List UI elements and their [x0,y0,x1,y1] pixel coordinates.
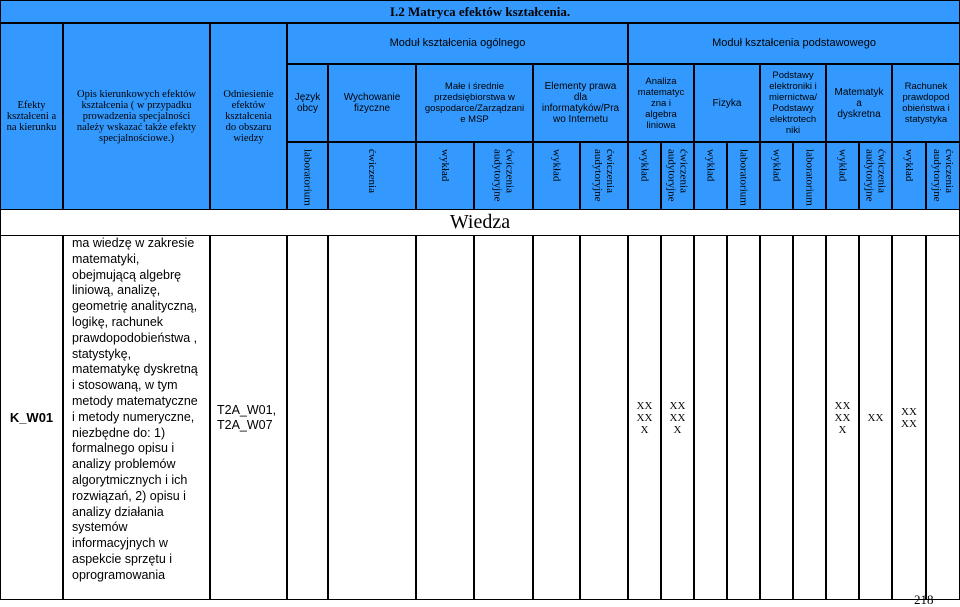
module-name: Wychowanie fizyczne [343,92,401,114]
row-reference-text: T2A_W01, T2A_W07 [217,402,277,432]
header-efekty [0,23,63,210]
mark-cell [826,236,859,600]
form-dyskretna-cwiczenia [859,142,892,210]
mark-cell [892,236,926,600]
module-name: Rachunek prawdopod obieństwa i statystyka [902,81,950,125]
group-basic [628,23,960,64]
header-odniesienie-text: Odniesienie efektów kształcenia do obszaru wiedzy [223,89,274,144]
form-rachunek-wyklad [892,142,926,210]
row-description [63,236,210,600]
module-name: Podstawy elektroniki i miernictwa/ Podstawy elektrotech niki [768,70,818,136]
form-label: wykład [550,149,563,182]
mark-cell [661,236,694,600]
module-msp [416,64,533,142]
row-code [0,236,63,600]
form-label: ćwiczenia audytoryjne [592,149,616,202]
module-prawo [533,64,628,142]
form-label: ćwiczenia audytoryjne [863,149,888,202]
mark-cell [859,236,892,600]
module-name: Małe i średnie przedsiębiorstwa w gospodarce/Zarządzani e MSP [424,81,525,125]
module-matematyka-dyskretna [826,64,892,142]
page-title-text: I.2 Matryca efektów kształcenia. [389,3,571,19]
mark-cell [474,236,533,600]
form-msp-cwiczenia [474,142,533,210]
mark-value: XX XX X [636,399,653,436]
mark-cell [580,236,628,600]
module-elektronika [760,64,826,142]
module-wychowanie-fizyczne [328,64,416,142]
form-fizyka-wyklad [694,142,727,210]
form-label: ćwiczenia audytoryjne [665,149,690,202]
module-name: Analiza matematyc zna i algebra liniowa [637,75,685,131]
row-reference [210,236,287,600]
module-name: Język obcy [294,92,321,114]
form-wf-cwiczenia [328,142,416,210]
form-jezyk-laboratorium [287,142,328,210]
group-general [287,23,628,64]
page-number [914,593,934,606]
section-wiedza [0,210,960,236]
form-rachunek-cwiczenia [926,142,960,210]
mark-value: XX XX X [834,399,851,436]
mark-cell [533,236,580,600]
form-label: wykład [439,149,451,182]
page-number-text: 218 [914,592,934,607]
form-dyskretna-wyklad [826,142,859,210]
mark-cell [628,236,661,600]
mark-cell [793,236,826,600]
mark-cell [926,236,960,600]
header-efekty-text: Efekty kształceni a na kierunku [6,100,57,133]
form-analiza-cwiczenia [661,142,694,210]
form-label: ćwiczenia audytoryjne [491,149,516,202]
header-opis-text: Opis kierunkowych efektów kształcenia ( w przypadku prowadzenia specjalności należy wskazać także efekty specjalnościowe.) [76,89,197,144]
form-elektronika-laboratorium [793,142,826,210]
mark-cell [416,236,474,600]
row-code-text: K_W01 [9,410,54,425]
form-label: laboratorium [737,149,750,206]
form-label: laboratorium [803,149,816,206]
form-label: wykład [903,149,915,182]
mark-cell [694,236,727,600]
form-elektronika-wyklad [760,142,793,210]
module-analiza [628,64,694,142]
mark-value: XX [867,411,884,424]
form-label: wykład [770,149,783,182]
page-title [0,0,960,23]
module-name: Elementy prawa dla informatyków/Pra wo Internetu [541,81,620,125]
form-msp-wyklad [416,142,474,210]
module-jezyk-obcy [287,64,328,142]
form-label: wykład [836,149,849,182]
mark-cell [760,236,793,600]
section-wiedza-text: Wiedza [449,211,511,233]
module-name: Fizyka [712,97,742,109]
form-label: ćwiczenia [366,149,378,193]
group-general-text: Moduł kształcenia ogólnego [389,37,526,49]
module-rachunek [892,64,960,142]
mark-cell [328,236,416,600]
form-prawo-wyklad [533,142,580,210]
group-basic-text: Moduł kształcenia podstawowego [712,37,876,49]
form-label: wykład [704,149,717,182]
form-label: wykład [638,149,651,182]
mark-value: XX XX X [669,399,686,436]
mark-cell [727,236,760,600]
form-prawo-cwiczenia [580,142,628,210]
header-odniesienie [210,23,287,210]
row-description-text: ma wiedzę w zakresie matematyki, obejmującą algebrę liniową, analizę, geometrię analityczną, logikę, rachunek prawdopodobieństwa , statystykę, matematykę dyskretną i stosowaną, w tym metody matematyczne i metody numeryczne, niezbędne do: 1) formalnego opisu i analizy problemów algorytmicznych i ich rozwiązań, 2) opisu i analizy działania systemów informacyjnych w aspekcie sprzętu i oprogramowania [72,236,198,582]
form-label: ćwiczenia audytoryjne [931,149,955,202]
form-label: laboratorium [301,149,314,206]
module-name: Matematyk a dyskretna [834,86,884,120]
mark-cell [287,236,328,600]
form-analiza-wyklad [628,142,661,210]
form-fizyka-laboratorium [727,142,760,210]
mark-value: XX XX [901,405,917,430]
module-fizyka [694,64,760,142]
header-opis [63,23,210,210]
